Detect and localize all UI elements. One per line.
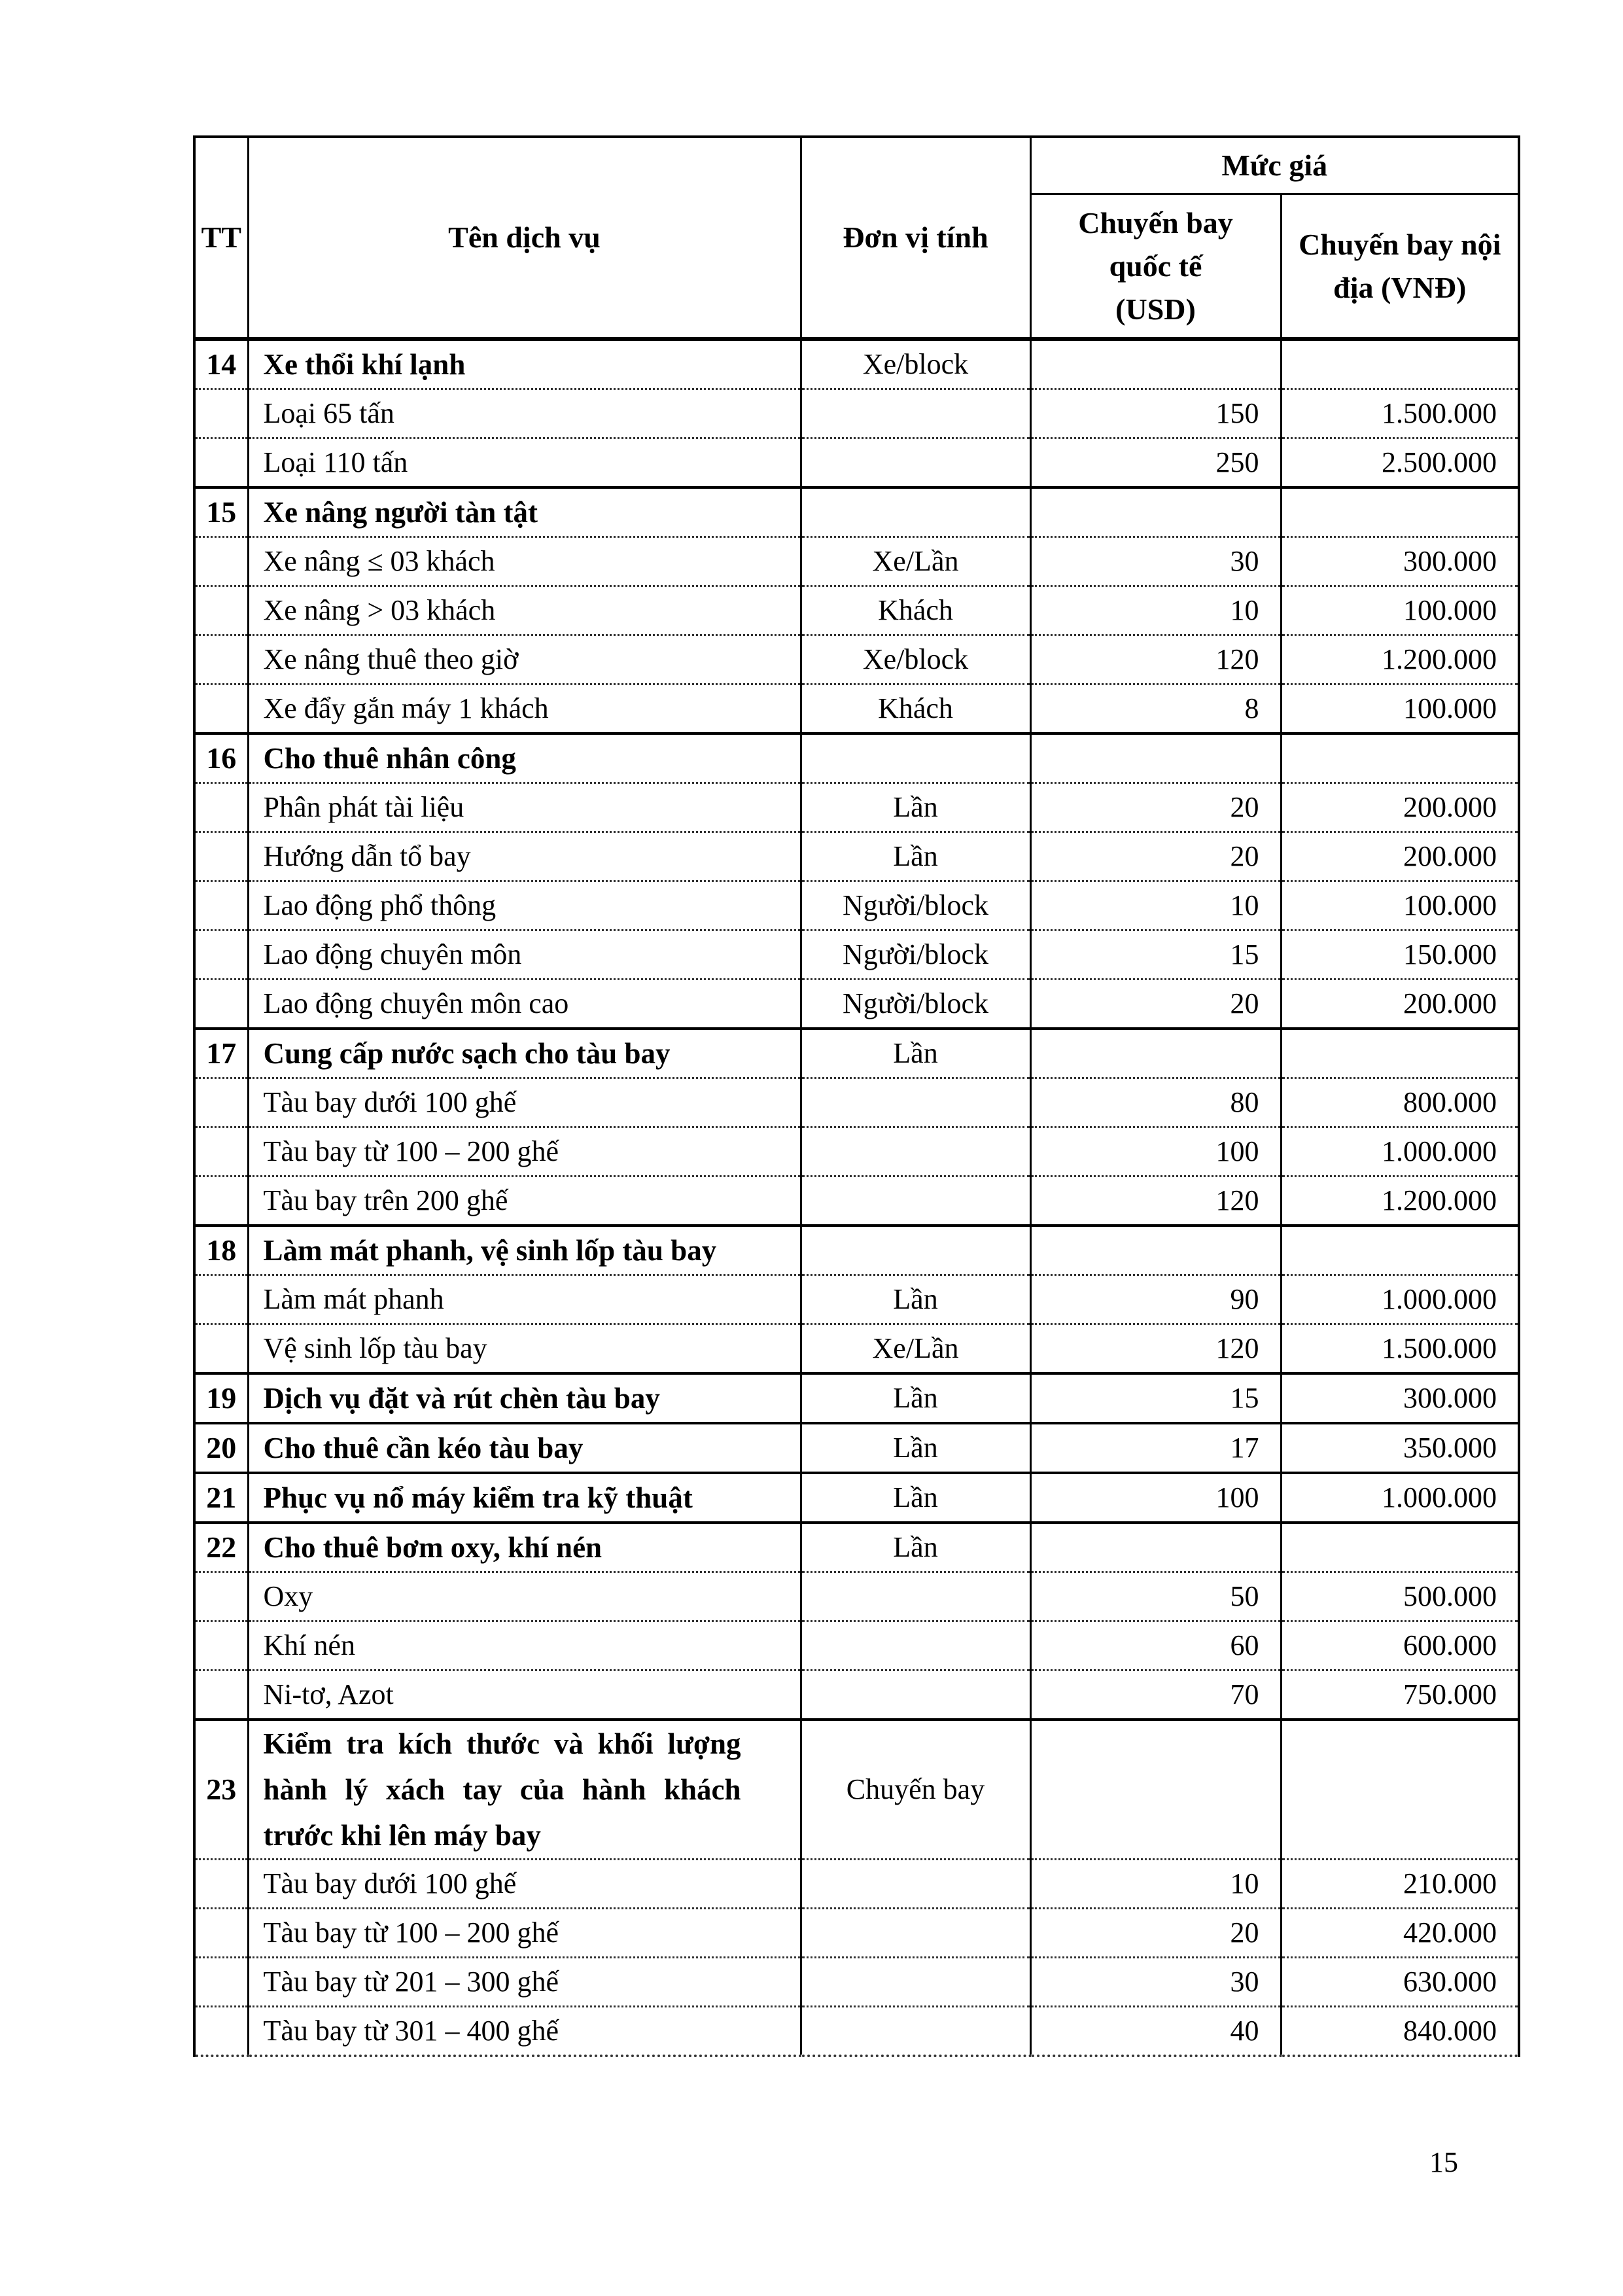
vnd-cell: 600.000: [1281, 1621, 1519, 1670]
table-row: [194, 1860, 1519, 1909]
usd-cell: [1030, 339, 1281, 389]
table-row: [194, 487, 1519, 537]
unit-cell: [801, 1078, 1030, 1127]
usd-cell: 60: [1030, 1621, 1281, 1670]
table-row: [194, 930, 1519, 980]
table-row: [194, 389, 1519, 438]
page-number: 15: [1429, 2146, 1458, 2178]
service-cell: Hướng dẫn tổ bay: [248, 832, 801, 881]
service-cell: Khí nén: [248, 1621, 801, 1670]
usd-cell: 15: [1030, 930, 1281, 980]
tt-cell: [194, 1078, 248, 1127]
unit-cell: Lần: [801, 1423, 1030, 1473]
tt-cell: [194, 2007, 248, 2057]
table-row: [194, 1176, 1519, 1226]
service-cell: Làm mát phanh, vệ sinh lốp tàu bay: [248, 1226, 801, 1275]
unit-cell: Khách: [801, 586, 1030, 635]
tt-cell: [194, 635, 248, 684]
table-row: [194, 1423, 1519, 1473]
unit-cell: Người/block: [801, 881, 1030, 930]
tt-cell: [194, 537, 248, 586]
tt-cell: 21: [194, 1473, 248, 1523]
table-row: [194, 1324, 1519, 1374]
vnd-cell: 750.000: [1281, 1670, 1519, 1720]
table-row: [194, 1909, 1519, 1958]
service-cell: Cho thuê nhân công: [248, 733, 801, 783]
unit-cell: [801, 1860, 1030, 1909]
table-row: [194, 1473, 1519, 1523]
table-row: [194, 2007, 1519, 2057]
service-cell: Dịch vụ đặt và rút chèn tàu bay: [248, 1373, 801, 1423]
header-service-name: Tên dịch vụ: [248, 137, 801, 339]
vnd-cell: 2.500.000: [1281, 438, 1519, 488]
service-cell: Xe nâng > 03 khách: [248, 586, 801, 635]
vnd-cell: 200.000: [1281, 980, 1519, 1029]
unit-cell: [801, 1226, 1030, 1275]
tt-cell: [194, 881, 248, 930]
vnd-cell: 300.000: [1281, 537, 1519, 586]
service-cell: Oxy: [248, 1572, 801, 1621]
header-domestic-flight-vnd: Chuyến bay nội địa (VNĐ): [1281, 194, 1519, 340]
service-cell: Xe nâng người tàn tật: [248, 487, 801, 537]
unit-cell: [801, 487, 1030, 537]
table-row: [194, 684, 1519, 734]
header-price-group: Mức giá: [1030, 137, 1519, 194]
table-row: [194, 1226, 1519, 1275]
unit-cell: Lần: [801, 1275, 1030, 1324]
unit-cell: [801, 438, 1030, 488]
tt-cell: [194, 586, 248, 635]
service-cell: Loại 110 tấn: [248, 438, 801, 488]
vnd-cell: 800.000: [1281, 1078, 1519, 1127]
usd-cell: 120: [1030, 1324, 1281, 1374]
service-cell: Xe đẩy gắn máy 1 khách: [248, 684, 801, 734]
tt-cell: 19: [194, 1373, 248, 1423]
vnd-cell: 1.500.000: [1281, 1324, 1519, 1374]
tt-cell: [194, 1176, 248, 1226]
usd-cell: 10: [1030, 586, 1281, 635]
usd-cell: 17: [1030, 1423, 1281, 1473]
unit-cell: [801, 1909, 1030, 1958]
usd-cell: 20: [1030, 980, 1281, 1029]
tt-cell: 14: [194, 339, 248, 389]
vnd-cell: [1281, 1029, 1519, 1078]
usd-cell: 20: [1030, 832, 1281, 881]
table-row: [194, 1029, 1519, 1078]
table-row: [194, 1275, 1519, 1324]
vnd-cell: 1.500.000: [1281, 389, 1519, 438]
vnd-cell: 210.000: [1281, 1860, 1519, 1909]
unit-cell: Chuyến bay: [801, 1720, 1030, 1860]
usd-cell: 15: [1030, 1373, 1281, 1423]
vnd-cell: 840.000: [1281, 2007, 1519, 2057]
unit-cell: [801, 1127, 1030, 1176]
vnd-cell: [1281, 733, 1519, 783]
usd-cell: 8: [1030, 684, 1281, 734]
service-cell: Tàu bay trên 200 ghế: [248, 1176, 801, 1226]
usd-cell: 90: [1030, 1275, 1281, 1324]
table-row: [194, 1621, 1519, 1670]
vnd-cell: [1281, 1523, 1519, 1572]
table-row: [194, 586, 1519, 635]
vnd-cell: 1.200.000: [1281, 635, 1519, 684]
vnd-cell: 630.000: [1281, 1958, 1519, 2007]
service-cell: Phục vụ nổ máy kiểm tra kỹ thuật: [248, 1473, 801, 1523]
unit-cell: Lần: [801, 832, 1030, 881]
usd-cell: 150: [1030, 389, 1281, 438]
unit-cell: [801, 2007, 1030, 2057]
header-intl-flight-usd: Chuyến bay quốc tế (USD): [1030, 194, 1281, 340]
usd-cell: 120: [1030, 1176, 1281, 1226]
tt-cell: [194, 1860, 248, 1909]
service-cell: Tàu bay dưới 100 ghế: [248, 1078, 801, 1127]
tt-cell: 15: [194, 487, 248, 537]
table-row: [194, 339, 1519, 389]
table-row: [194, 635, 1519, 684]
vnd-cell: [1281, 1226, 1519, 1275]
usd-cell: 20: [1030, 1909, 1281, 1958]
table-row: [194, 1373, 1519, 1423]
unit-cell: [801, 389, 1030, 438]
table-row: [194, 980, 1519, 1029]
service-cell: Tàu bay từ 201 – 300 ghế: [248, 1958, 801, 2007]
vnd-cell: 100.000: [1281, 586, 1519, 635]
unit-cell: [801, 1176, 1030, 1226]
usd-cell: 10: [1030, 1860, 1281, 1909]
usd-cell: 30: [1030, 1958, 1281, 2007]
service-cell: Xe nâng thuê theo giờ: [248, 635, 801, 684]
vnd-cell: 1.000.000: [1281, 1127, 1519, 1176]
vnd-cell: 1.000.000: [1281, 1473, 1519, 1523]
unit-cell: [801, 1958, 1030, 2007]
usd-cell: 250: [1030, 438, 1281, 488]
unit-cell: Lần: [801, 1029, 1030, 1078]
unit-cell: Xe/Lần: [801, 1324, 1030, 1374]
service-cell: Kiểm tra kích thước và khối lượng hành lý xách tay của hành khách trước khi lên máy bay: [248, 1720, 801, 1860]
price-table: [193, 135, 1520, 2057]
unit-cell: Người/block: [801, 930, 1030, 980]
tt-cell: [194, 389, 248, 438]
service-cell: Cho thuê cần kéo tàu bay: [248, 1423, 801, 1473]
unit-cell: Xe/block: [801, 635, 1030, 684]
usd-cell: [1030, 1720, 1281, 1860]
table-row: [194, 783, 1519, 832]
table-row: [194, 1078, 1519, 1127]
service-cell: Loại 65 tấn: [248, 389, 801, 438]
usd-cell: [1030, 1226, 1281, 1275]
vnd-cell: [1281, 339, 1519, 389]
usd-cell: 80: [1030, 1078, 1281, 1127]
unit-cell: Khách: [801, 684, 1030, 734]
tt-cell: [194, 930, 248, 980]
service-cell: Tàu bay từ 301 – 400 ghế: [248, 2007, 801, 2057]
service-cell: Vệ sinh lốp tàu bay: [248, 1324, 801, 1374]
service-cell: Tàu bay dưới 100 ghế: [248, 1860, 801, 1909]
tt-cell: [194, 783, 248, 832]
usd-cell: 30: [1030, 537, 1281, 586]
usd-cell: 20: [1030, 783, 1281, 832]
service-cell: Ni-tơ, Azot: [248, 1670, 801, 1720]
tt-cell: 23: [194, 1720, 248, 1860]
table-body: [194, 339, 1519, 2056]
tt-cell: [194, 1275, 248, 1324]
vnd-cell: [1281, 487, 1519, 537]
vnd-cell: 420.000: [1281, 1909, 1519, 1958]
header-unit: Đơn vị tính: [801, 137, 1030, 339]
vnd-cell: 300.000: [1281, 1373, 1519, 1423]
table-row: [194, 1572, 1519, 1621]
usd-cell: 50: [1030, 1572, 1281, 1621]
service-cell: Làm mát phanh: [248, 1275, 801, 1324]
unit-cell: Lần: [801, 1473, 1030, 1523]
service-cell: Tàu bay từ 100 – 200 ghế: [248, 1127, 801, 1176]
table-row: [194, 1670, 1519, 1720]
table-row: [194, 1523, 1519, 1572]
unit-cell: Người/block: [801, 980, 1030, 1029]
vnd-cell: [1281, 1720, 1519, 1860]
table-row: [194, 832, 1519, 881]
vnd-cell: 1.200.000: [1281, 1176, 1519, 1226]
service-cell: Cho thuê bơm oxy, khí nén: [248, 1523, 801, 1572]
unit-cell: [801, 1621, 1030, 1670]
usd-cell: [1030, 733, 1281, 783]
usd-cell: [1030, 487, 1281, 537]
tt-cell: [194, 1670, 248, 1720]
tt-cell: [194, 1127, 248, 1176]
vnd-cell: 1.000.000: [1281, 1275, 1519, 1324]
unit-cell: [801, 1670, 1030, 1720]
service-cell: Tàu bay từ 100 – 200 ghế: [248, 1909, 801, 1958]
vnd-cell: 350.000: [1281, 1423, 1519, 1473]
usd-cell: 100: [1030, 1473, 1281, 1523]
tt-cell: [194, 1621, 248, 1670]
unit-cell: Lần: [801, 783, 1030, 832]
table-row: [194, 1127, 1519, 1176]
table-row: [194, 537, 1519, 586]
tt-cell: [194, 1572, 248, 1621]
table-row: [194, 1958, 1519, 2007]
usd-cell: 40: [1030, 2007, 1281, 2057]
service-cell: Xe nâng ≤ 03 khách: [248, 537, 801, 586]
tt-cell: [194, 832, 248, 881]
tt-cell: 18: [194, 1226, 248, 1275]
table-row: [194, 881, 1519, 930]
vnd-cell: 200.000: [1281, 832, 1519, 881]
tt-cell: [194, 1958, 248, 2007]
vnd-cell: 500.000: [1281, 1572, 1519, 1621]
tt-cell: 22: [194, 1523, 248, 1572]
tt-cell: [194, 1324, 248, 1374]
usd-cell: 100: [1030, 1127, 1281, 1176]
unit-cell: [801, 733, 1030, 783]
table-row: [194, 438, 1519, 488]
vnd-cell: 100.000: [1281, 684, 1519, 734]
table-header: [194, 137, 1519, 339]
tt-cell: [194, 980, 248, 1029]
tt-cell: [194, 684, 248, 734]
usd-cell: 120: [1030, 635, 1281, 684]
table-row: [194, 733, 1519, 783]
unit-cell: Lần: [801, 1373, 1030, 1423]
usd-cell: 10: [1030, 881, 1281, 930]
vnd-cell: 100.000: [1281, 881, 1519, 930]
tt-cell: 17: [194, 1029, 248, 1078]
tt-cell: [194, 1909, 248, 1958]
usd-cell: 70: [1030, 1670, 1281, 1720]
header-tt: TT: [194, 137, 248, 339]
service-cell: Cung cấp nước sạch cho tàu bay: [248, 1029, 801, 1078]
usd-cell: [1030, 1029, 1281, 1078]
service-cell: Lao động chuyên môn: [248, 930, 801, 980]
service-cell: Lao động phổ thông: [248, 881, 801, 930]
tt-cell: [194, 438, 248, 488]
service-cell: Lao động chuyên môn cao: [248, 980, 801, 1029]
unit-cell: Xe/block: [801, 339, 1030, 389]
unit-cell: Xe/Lần: [801, 537, 1030, 586]
service-cell: Xe thổi khí lạnh: [248, 339, 801, 389]
tt-cell: 16: [194, 733, 248, 783]
unit-cell: Lần: [801, 1523, 1030, 1572]
service-cell: Phân phát tài liệu: [248, 783, 801, 832]
table-row: [194, 1720, 1519, 1860]
usd-cell: [1030, 1523, 1281, 1572]
tt-cell: 20: [194, 1423, 248, 1473]
vnd-cell: 150.000: [1281, 930, 1519, 980]
vnd-cell: 200.000: [1281, 783, 1519, 832]
unit-cell: [801, 1572, 1030, 1621]
